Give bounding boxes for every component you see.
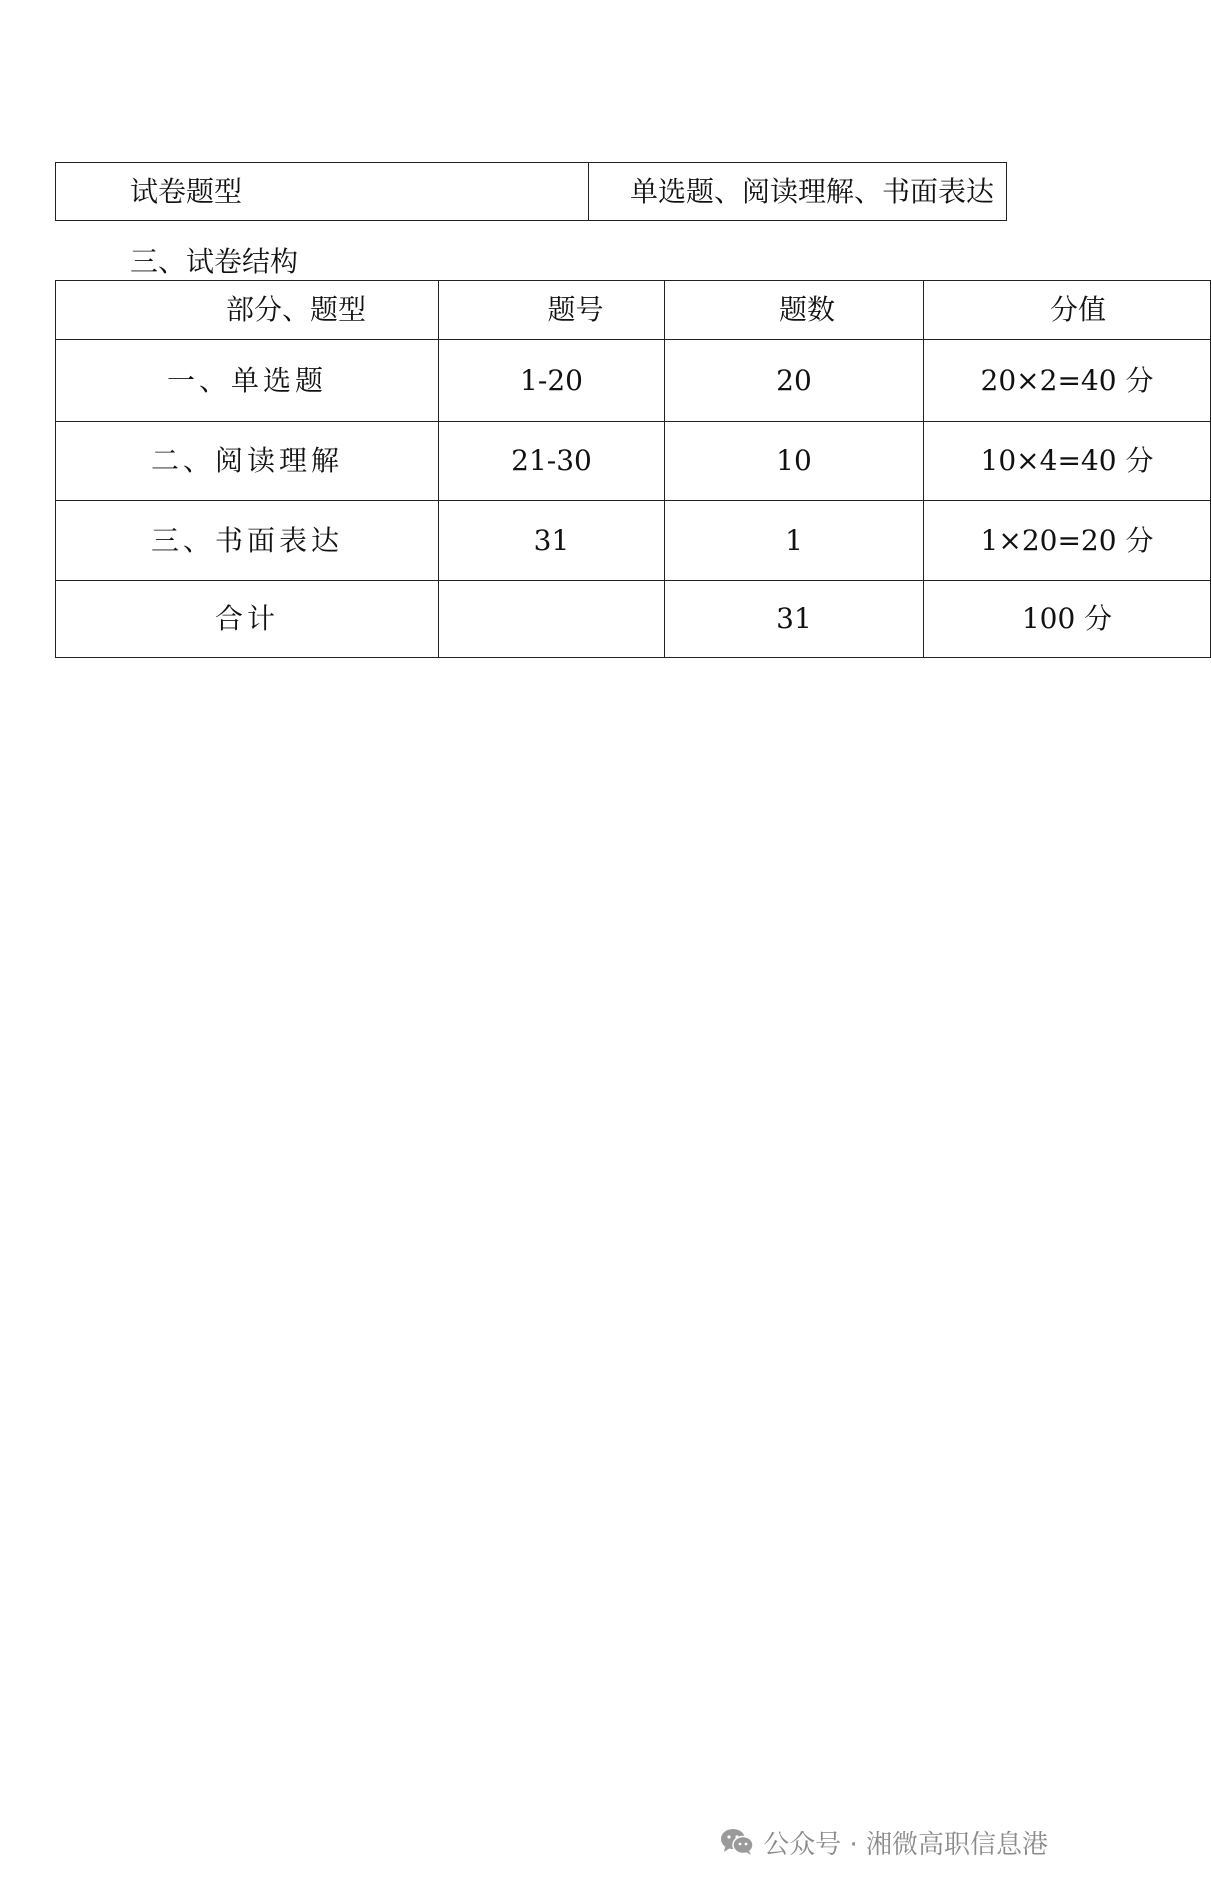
section-heading: 三、试卷结构: [130, 245, 299, 278]
header-section-type: 部分、题型: [56, 281, 439, 340]
table-row: [56, 340, 1211, 422]
row-score: 20×2=40 分: [924, 340, 1211, 422]
table-row: [56, 422, 1211, 501]
row-question-number: 31: [439, 501, 665, 581]
exam-type-value: 单选题、阅读理解、书面表达: [589, 163, 1007, 221]
row-score: 10×4=40 分: [924, 422, 1211, 501]
watermark-text: 公众号 · 湘微高职信息港: [763, 1829, 1048, 1860]
header-question-number: 题号: [439, 281, 665, 340]
table-row: [56, 501, 1211, 581]
row-section-type: 三、书面表达: [56, 501, 439, 581]
wechat-watermark: [719, 1824, 1048, 1860]
wechat-icon: [719, 1826, 755, 1858]
row-section-type: 合计: [56, 581, 439, 658]
exam-type-label: 试卷题型: [56, 163, 589, 221]
exam-structure-table: [55, 280, 1211, 658]
row-question-count: 31: [665, 581, 924, 658]
table-header-row: [56, 281, 1211, 340]
row-score: 1×20=20 分: [924, 501, 1211, 581]
row-score: 100 分: [924, 581, 1211, 658]
row-question-number: 21-30: [439, 422, 665, 501]
row-question-number: 1-20: [439, 340, 665, 422]
row-question-number: [439, 581, 665, 658]
table-row-total: [56, 581, 1211, 658]
row-section-type: 一、单选题: [56, 340, 439, 422]
row-question-count: 10: [665, 422, 924, 501]
row-question-count: 1: [665, 501, 924, 581]
exam-type-table: [55, 162, 1007, 221]
header-score: 分值: [924, 281, 1211, 340]
row-question-count: 20: [665, 340, 924, 422]
exam-type-row: [56, 163, 1007, 221]
row-section-type: 二、阅读理解: [56, 422, 439, 501]
header-question-count: 题数: [665, 281, 924, 340]
